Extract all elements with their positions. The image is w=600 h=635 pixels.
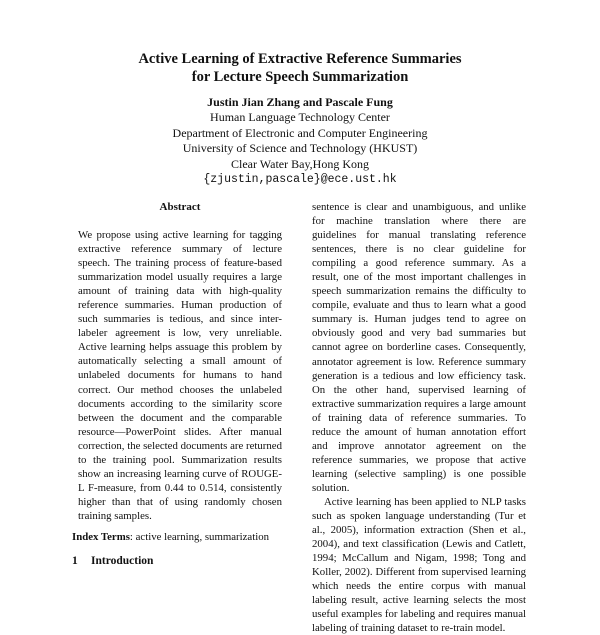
affiliation-line: Clear Water Bay,Hong Kong (231, 156, 369, 171)
body-paragraph: sentence is clear and unambiguous, and unlike for machine translation where there are guidelines for manual translating reference sentences, there is no clear guideline for compiling a good reference summary. As a result, one of the most important challenges in speech summarization remains the difficulty to compile, evaluate and thus to learn what a good summary is. Human judges tend to agree on obviously good and very bad summaries but cannot agree on borderline cases. Consequently, annotator agreement is low. Reference summary generation is a tedious and low efficiency task. On the other hand, supervised learning of extractive summarization requires a large amount of training data of reference summaries. To reduce the amount of human annotation effort and improve annotator agreement on the reference summaries, we propose that active learning (selective sampling) is one possible solution. (312, 201, 526, 494)
section-heading-introduction (72, 554, 288, 569)
index-terms-text: : active learning, summarization (129, 530, 270, 543)
affiliation-line: Human Language Technology Center (210, 110, 390, 124)
index-terms (72, 530, 288, 544)
affiliation-line: Department of Electronic and Computer Engineering (172, 125, 428, 140)
section-number: 1 (72, 555, 78, 568)
title-line-2: for Lecture Speech Summarization (191, 69, 409, 85)
body-paragraph: Active learning has been applied to NLP tasks such as spoken language understanding (Tur et al., 2005), information extraction (Shen et al., 2004), and text classification (Lewis and Catlett, 1994; McCallum and Nigam, 1998; Tong and Koller, 2002). Different from supervised learning which needs the entire corpus with manual labeling result, active learning selects the most useful examples for labeling and requires manual labeling of training dataset to re-train model. (312, 495, 526, 635)
paper-header (0, 50, 600, 188)
right-column (312, 200, 526, 635)
section-title: Introduction (91, 555, 154, 568)
title-line-1: Active Learning of Extractive Reference Summaries (138, 51, 462, 67)
affiliation-line: University of Science and Technology (HKUST) (182, 141, 418, 155)
paper-title (0, 50, 600, 86)
authors: Justin Jian Zhang and Pascale Fung (207, 95, 393, 109)
abstract-heading: Abstract (159, 201, 201, 213)
left-column (72, 200, 288, 569)
index-terms-label: Index Terms (72, 530, 130, 543)
abstract-text: We propose using active learning for tagging extractive reference summary of lecture speech. The training process of feature-based summarization model usually requires a large amount of training data with high-quality reference summaries. Human production of such summaries is tedious, and since inter-labeler agreement is low, very unreliable. Active learning helps assuage this problem by automatically selecting a small amount of unlabeled documents for humans to hand correct. Our method chooses the unlabeled documents according to the similarity score between the document and the comparable resource—PowerPoint slides. After manual correction, the selected documents are returned to the training pool. Summarization results show an increasing learning curve of ROUGE-L F-measure, from 0.44 to 0.514, consistently higher than that of using randomly chosen training samples. (78, 229, 282, 522)
author-email: {zjustin,pascale}@ece.ust.hk (203, 173, 397, 186)
